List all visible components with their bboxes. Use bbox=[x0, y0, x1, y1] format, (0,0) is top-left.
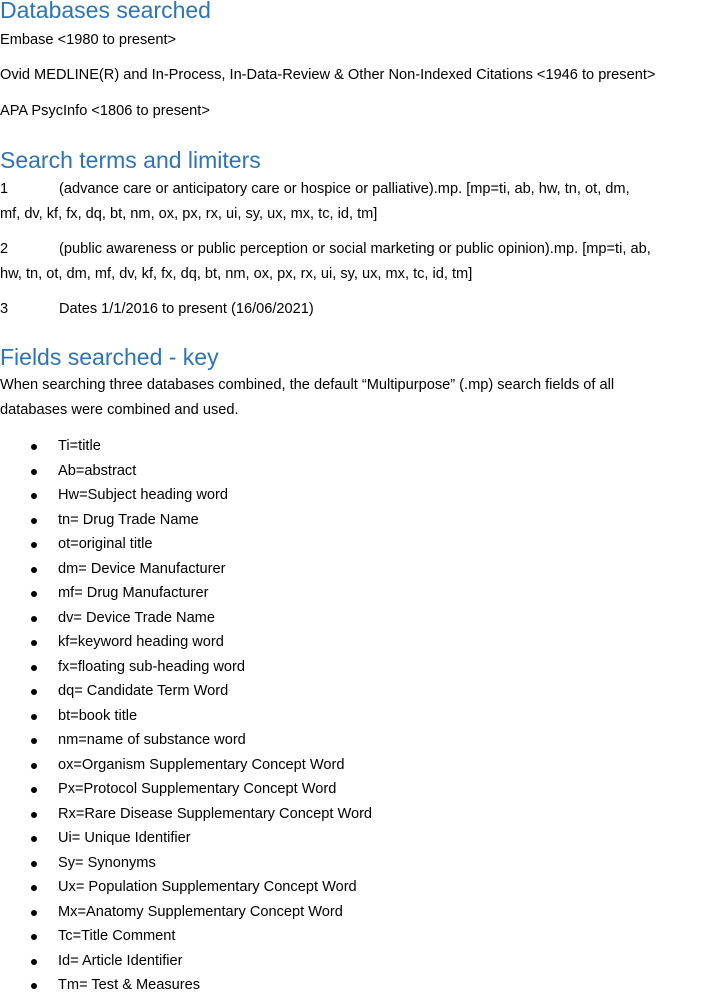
key-item-text: dv= Device Trade Name bbox=[58, 609, 215, 626]
key-item-text: Sy= Synonyms bbox=[58, 854, 156, 871]
key-item-text: Tm= Test & Measures bbox=[58, 977, 201, 993]
fields-intro-line: When searching three databases combined, the default “Multipurpose” (.mp) search fields of all bbox=[0, 377, 615, 393]
search-line-number: 2 bbox=[0, 241, 9, 257]
database-item: Ovid MEDLINE(R) and In-Process, In-Data-Review & Other Non-Indexed Citations <1946 to present> bbox=[0, 67, 656, 83]
bullet-icon bbox=[31, 665, 37, 671]
key-item-text: Tc=Title Comment bbox=[58, 928, 176, 944]
key-item-text: Px=Protocol Supplementary Concept Word bbox=[58, 781, 337, 797]
database-item: Embase <1980 to present> bbox=[0, 32, 177, 48]
key-item-text: dq= Candidate Term Word bbox=[58, 683, 229, 699]
search-line-number: 1 bbox=[0, 181, 9, 197]
key-item-text: Ab=abstract bbox=[58, 462, 137, 479]
key-item-text: Ti=title bbox=[58, 438, 101, 454]
bullet-icon bbox=[31, 689, 37, 695]
bullet-icon bbox=[31, 640, 37, 646]
bullet-icon bbox=[31, 616, 37, 622]
bullet-icon bbox=[31, 591, 37, 597]
key-item-text: Hw=Subject heading word bbox=[58, 487, 228, 503]
fields-key-heading: Fields searched - key bbox=[0, 344, 219, 370]
bullet-icon bbox=[31, 910, 37, 916]
key-item-text: kf=keyword heading word bbox=[58, 634, 224, 650]
search-line-text: Dates 1/1/2016 to present (16/06/2021) bbox=[59, 301, 314, 317]
bullet-icon bbox=[31, 567, 37, 573]
key-item-text: Ux= Population Supplementary Concept Word bbox=[58, 879, 357, 895]
key-item-text: Rx=Rare Disease Supplementary Concept Word bbox=[58, 805, 373, 822]
search-line-continuation: hw, tn, ot, dm, mf, dv, kf, fx, dq, bt, nm, ox, px, rx, ui, sy, ux, mx, tc, id, tm] bbox=[0, 265, 473, 282]
database-item: APA PsycInfo <1806 to present> bbox=[0, 103, 210, 119]
bullet-icon bbox=[31, 763, 37, 769]
fields-intro-line: databases were combined and used. bbox=[0, 402, 239, 418]
bullet-icon bbox=[31, 518, 37, 524]
search-line-text: (advance care or anticipatory care or hospice or palliative).mp. [mp=ti, ab, hw, tn, ot, dm, bbox=[59, 181, 630, 197]
key-item-text: Mx=Anatomy Supplementary Concept Word bbox=[58, 903, 343, 920]
bullet-icon bbox=[31, 812, 37, 818]
bullet-icon bbox=[31, 959, 37, 965]
key-item-text: nm=name of substance word bbox=[58, 732, 246, 748]
search-line-text: (public awareness or public perception or social marketing or public opinion).mp. [mp=ti, ab, bbox=[59, 241, 651, 257]
bullet-icon bbox=[31, 542, 37, 548]
key-item-text: Ui= Unique Identifier bbox=[58, 830, 191, 846]
bullet-icon bbox=[31, 983, 37, 989]
bullet-icon bbox=[31, 885, 37, 891]
key-item-text: dm= Device Manufacturer bbox=[58, 560, 226, 577]
search-terms-heading: Search terms and limiters bbox=[0, 147, 261, 173]
key-item-text: Id= Article Identifier bbox=[58, 952, 183, 969]
bullet-icon bbox=[31, 861, 37, 867]
bullet-icon bbox=[31, 787, 37, 793]
databases-heading: Databases searched bbox=[0, 0, 211, 23]
key-item-text: mf= Drug Manufacturer bbox=[58, 585, 209, 601]
key-item-text: tn= Drug Trade Name bbox=[58, 511, 199, 528]
bullet-icon bbox=[31, 934, 37, 940]
key-item-text: ox=Organism Supplementary Concept Word bbox=[58, 756, 345, 773]
bullet-icon bbox=[31, 714, 37, 720]
key-item-text: ot=original title bbox=[58, 536, 153, 552]
bullet-icon bbox=[31, 738, 37, 744]
search-line-number: 3 bbox=[0, 301, 9, 317]
bullet-icon bbox=[31, 493, 37, 499]
bullet-icon bbox=[31, 836, 37, 842]
search-line-continuation: mf, dv, kf, fx, dq, bt, nm, ox, px, rx, ui, sy, ux, mx, tc, id, tm] bbox=[0, 205, 378, 222]
bullet-icon bbox=[31, 444, 37, 450]
bullet-icon bbox=[31, 469, 37, 475]
key-item-text: fx=floating sub-heading word bbox=[58, 658, 246, 675]
key-item-text: bt=book title bbox=[58, 707, 138, 724]
